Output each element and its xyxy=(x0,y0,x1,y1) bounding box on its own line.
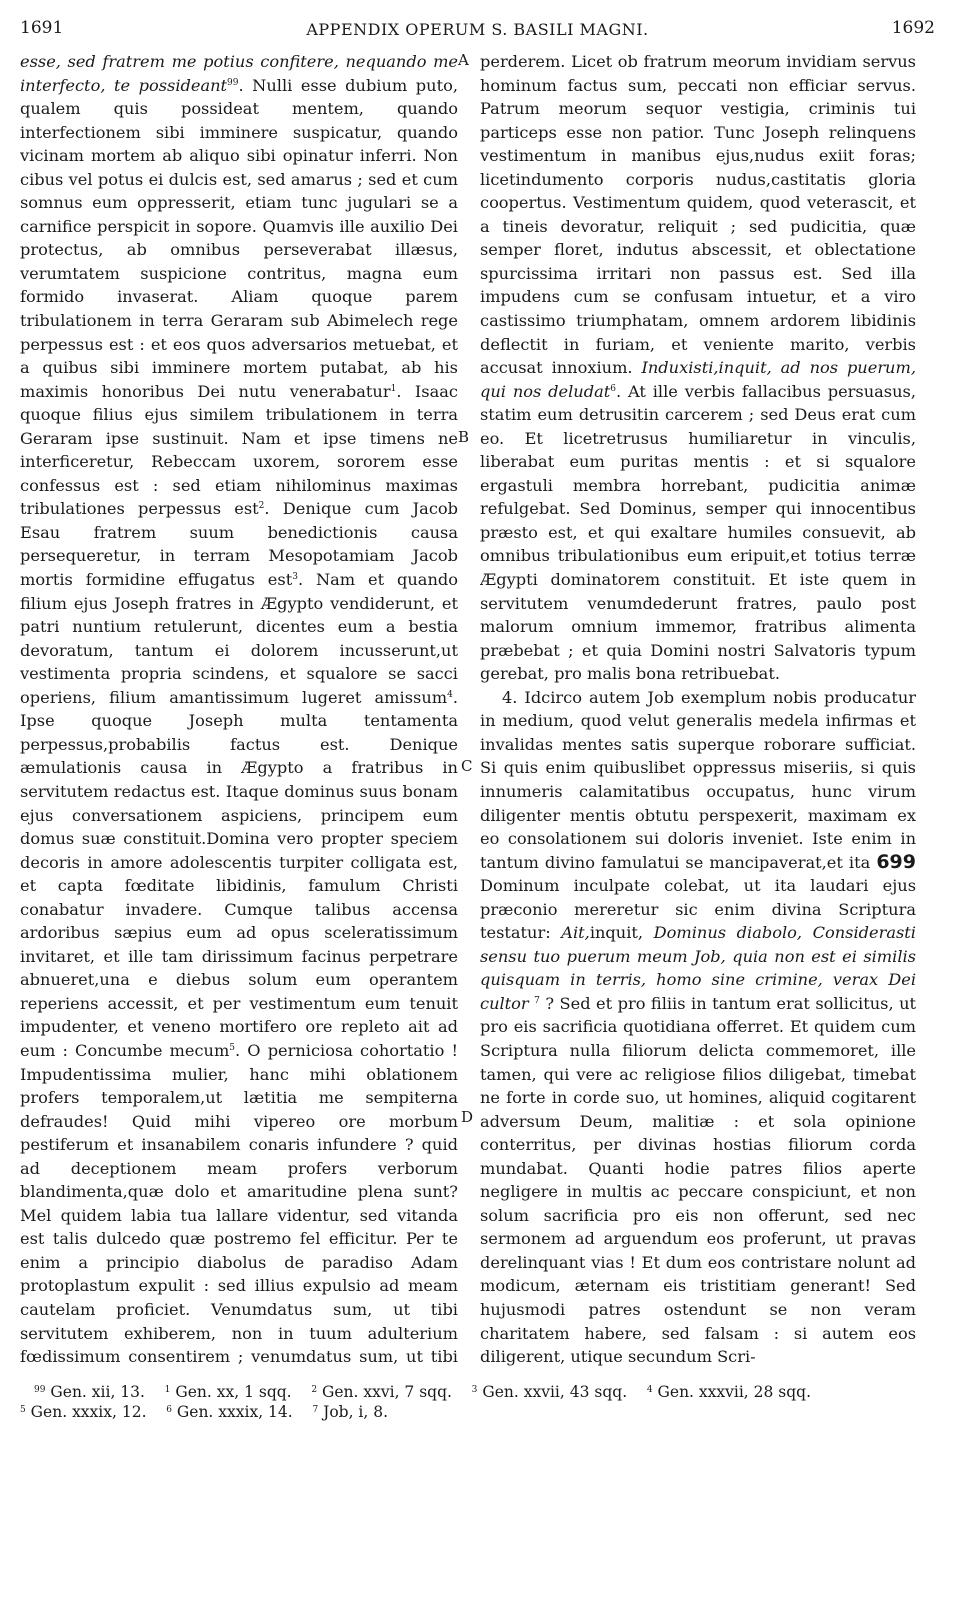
footnote-ref: 6 xyxy=(610,383,616,394)
footnote-text: Gen. xxxix, 12. xyxy=(30,1403,147,1421)
italic-quote: Induxisti,inquit, ad nos puerum, qui nos deludat xyxy=(480,358,916,401)
footnote-text: Job, i, 8. xyxy=(323,1403,389,1421)
left-column xyxy=(20,50,458,1370)
body-text: . Ipse quoque Joseph multa tentamenta perpessus,probabilis factus est. Denique æmulationis causa in Ægypto a fratribus in servitutem redactus est. Itaque dominus suus bonam ejus conversationem aspiciens, principem eum domus suæ constituit.Domina vero propter speciem decoris in amore adolescentis turpiter colligata est, et capta fœditate libidinis, famulum Christi conabatur invadere. Cumque talibus accensa ardoribus sæpius eum ad opus sceleratissimum invitaret, et ille tam dirissimum facinus perpetrare abnueret,una e diebus solum eum operantem reperiens accessit, et per vestimentum eum tenuit impudenter, et veneno mortifero ore repleto ait ad eum : Concumbe mecum xyxy=(20,687,458,1060)
margin-letter-a: A xyxy=(458,51,469,69)
footnote-text: Gen. xxvi, 7 sqq. xyxy=(321,1383,452,1401)
italic-quote: Dominus diabolo, Considerasti sensu tuo puerum meum Job, quia non est ei similis quisquam in terris, homo sine crimine, verax Dei cultor xyxy=(480,923,916,1013)
footnote-ref: 3 xyxy=(292,572,298,583)
page-number-right: 1692 xyxy=(891,18,935,38)
page-header xyxy=(20,18,935,44)
body-text: perderem. Licet ob fratrum meorum invidiam servus hominum factus sum, peccati non efficiar servus. Patrum meorum sequor vestigia, criminis tui particeps esse non patior. Tunc Joseph relinquens vestimentum in manibus ejus,nudus exiit foras; licetindumento corporis nudus,castitatis gloria coopertus. Vestimentum quidem, quod veterascit, et a tineis devoratur, reliquit ; sed pudicitia, quæ semper floret, indutus abscessit, et oblectatione spurcissima irritari non passus est. Sed illa impudens cum se confusam intuetur, et a viro castissimo triumphatam, omnem ardorem libidinis deflectit in furiam, et veniente marito, verbis accusat innoxium. xyxy=(480,52,916,378)
body-text: . Denique cum Jacob Esau fratrem suum benedictionis causa persequeretur, in terram Mesopotamiam Jacob mortis formidine effugatus est xyxy=(20,499,458,590)
body-text: . At ille verbis fallacibus persuasus, statim eum detrusitin carcerem ; sed Deus erat cum eo. Et licetretrusus humiliaretur in vinculis, liberabat eum puritas mentis : et si squalore ergastuli membra horrebant, pudicitia animæ refulgebat. Sed Dominus, semper qui innocentibus præsto est, et qui exaltare humiles consuevit, ab omnibus tribulationibus eum eripuit,et totius terræ Ægypti dominatorem constituit. Et iste quem in servitutem venumdederunt fratres, paulo post malorum omnium immemor, fratribus alimenta præbebat ; et quia Domini nostri Salvatoris typum gerebat, pro malis bona retribuebat. xyxy=(480,381,916,684)
footnote-line-1 xyxy=(20,1382,935,1402)
footnote-number: 99 xyxy=(34,1385,46,1395)
footnote-ref: 99 xyxy=(227,77,239,88)
body-text: 4. Idcirco autem Job exemplum nobis producatur in medium, quod velut generalis medela infirmas et invalidas mentes satis superque roborare sufficiat. Si quis enim quibuslibet oppressus miseriis, si quis innumeris calamitatibus occupatus, hunc virum diligenter mentis obtutu perspexerit, maximam ex eo consolationem sui doloris inveniet. Iste enim in tantum divino famulatui se mancipaverat,et ita xyxy=(480,687,916,872)
footnote-ref: 4 xyxy=(447,689,453,700)
body-text: . Nam et quando filium ejus Joseph fratres in Ægypto vendiderunt, et patri nuntium retulerunt, dicentes eum a bestia devoratum, tantum ei dolorem incusserunt,ut vestimenta propria scindens, et squalore se sacci operiens, filium amantissimum lugeret amissum xyxy=(20,570,458,707)
footnote-text: Gen. xx, 1 sqq. xyxy=(175,1383,292,1401)
footnote-number: 7 xyxy=(312,1405,319,1415)
left-paragraph xyxy=(20,50,458,1370)
footnote-text: Gen. xxvii, 43 sqq. xyxy=(482,1383,628,1401)
footnote-number: 3 xyxy=(471,1385,478,1395)
running-title: APPENDIX OPERUM S. BASILI MAGNI. xyxy=(306,20,649,39)
footnote-number: 1 xyxy=(164,1385,171,1395)
footnote-number: 6 xyxy=(166,1405,172,1415)
body-text: inquit, xyxy=(589,923,644,943)
footnote-number: 2 xyxy=(311,1385,318,1395)
footnote-line-2 xyxy=(20,1402,935,1422)
footnote-ref: 2 xyxy=(258,501,265,512)
italic-quote: Ait, xyxy=(561,923,590,943)
body-text: . O perniciosa cohortatio ! Impudentissima mulier, hanc mihi oblationem profers temporalem,ut lætitia me sempiterna defraudes! Quid mihi vipereo ore morbum pestiferum et insanabilem conaris infundere ? quid ad deceptionem meam profers verborum blandimenta,quæ dolo et amaritudine plena sunt? Mel quidem labia tua lallare videntur, sed vitanda est talis dulcedo quæ postremo fel efficitur. Per te enim a principio diabolus de paradiso Adam protoplastum expulit : sed illius expulsio ad meam cautelam proficiet. Venumdatus sum, ut tibi servitutem exhiberem, non in tuum adulterium fœdissimum consentirem ; venumdatus sum, ut tibi xyxy=(20,1040,458,1367)
italic-quote: esse, sed fratrem me potius confitere, nequando me interfecto, te possideant xyxy=(20,52,458,95)
right-paragraph-1 xyxy=(480,50,916,686)
footnote-ref: 1 xyxy=(390,383,397,394)
footnote-number: 5 xyxy=(20,1405,26,1415)
margin-letter-b: B xyxy=(458,428,470,446)
footnote-text: Gen. xxxvii, 28 sqq. xyxy=(657,1383,812,1401)
body-text: Dominum inculpate colebat, ut ita laudari ejus præconio mereretur sic enim divina Scriptura testatur: xyxy=(480,876,916,943)
column-number-marker: 699 xyxy=(876,850,916,873)
body-text: . Nulli esse dubium puto, qualem quis possideat mentem, quando interfectionem sibi imminere suspicatur, quando vicinam mortem ab aliquo sibi opinatur inferri. Non cibus vel potus ei dulcis est, sed amarus ; sed et cum somnus eum oppresserit, etiam tunc jugulari se a carnifice perspicit in sopore. Quamvis ille auxilio Dei protectus, ab omnibus perseverabat illæsus, verumtatem suspicione contritus, magna eum formido invaserat. Aliam quoque parem tribulationem in terra Geraram sub Abimelech rege perpessus est : et eos quos adversarios metuebat, et a quibus sibi imminere mortem putabat, ab his maximis honoribus Dei nutu venerabatur xyxy=(20,75,458,401)
footnote-number: 4 xyxy=(646,1385,653,1395)
right-paragraph-2 xyxy=(480,686,916,1369)
footnote-text: Gen. xxxix, 14. xyxy=(176,1403,293,1421)
body-text: ? Sed et pro filiis in tantum erat sollicitus, ut pro eis sacrificia quotidiana offerret. Et quidem cum Scriptura nulla filiorum delicta commemoret, ille tamen, qui vere ac religiose filios diligebat, timebat ne forte in corde suo, ut homines, aliquid cogitarent adversum Deum, malitiæ : et sola opinione conterritus, per divinas hostias filiorum corda mundabat. Quanti hodie patres filios aperte negligere in multis ac peccare conspiciunt, et non solum sacrificia pro eis non offerunt, sed nec sermonem ad arguendum eos proferunt, ut pravas derelinquant vias ! Et dum eos contristare nolunt ad modicum, æternam eis tristitiam generant! Sed hujusmodi patres ostendunt se non veram charitatem habere, sed falsam : si autem eos diligerent, utique secundum Scri- xyxy=(480,993,916,1367)
margin-letter-c: C xyxy=(461,757,473,775)
page-number-left: 1691 xyxy=(20,18,64,38)
footnote-ref: 7 xyxy=(534,995,540,1006)
footnotes xyxy=(20,1382,935,1422)
body-text: . Isaac quoque filius ejus similem tribulationem in terra Geraram ipse sustinuit. Nam et ipse timens ne interficeretur, Rebeccam uxorem, sororem esse confessus est : sed etiam nihilominus maximas tribulationes perpessus est xyxy=(20,381,458,519)
footnote-ref: 5 xyxy=(229,1042,236,1053)
right-column xyxy=(480,50,916,1370)
footnote-text: Gen. xii, 13. xyxy=(50,1383,145,1401)
margin-letter-d: D xyxy=(461,1108,474,1126)
